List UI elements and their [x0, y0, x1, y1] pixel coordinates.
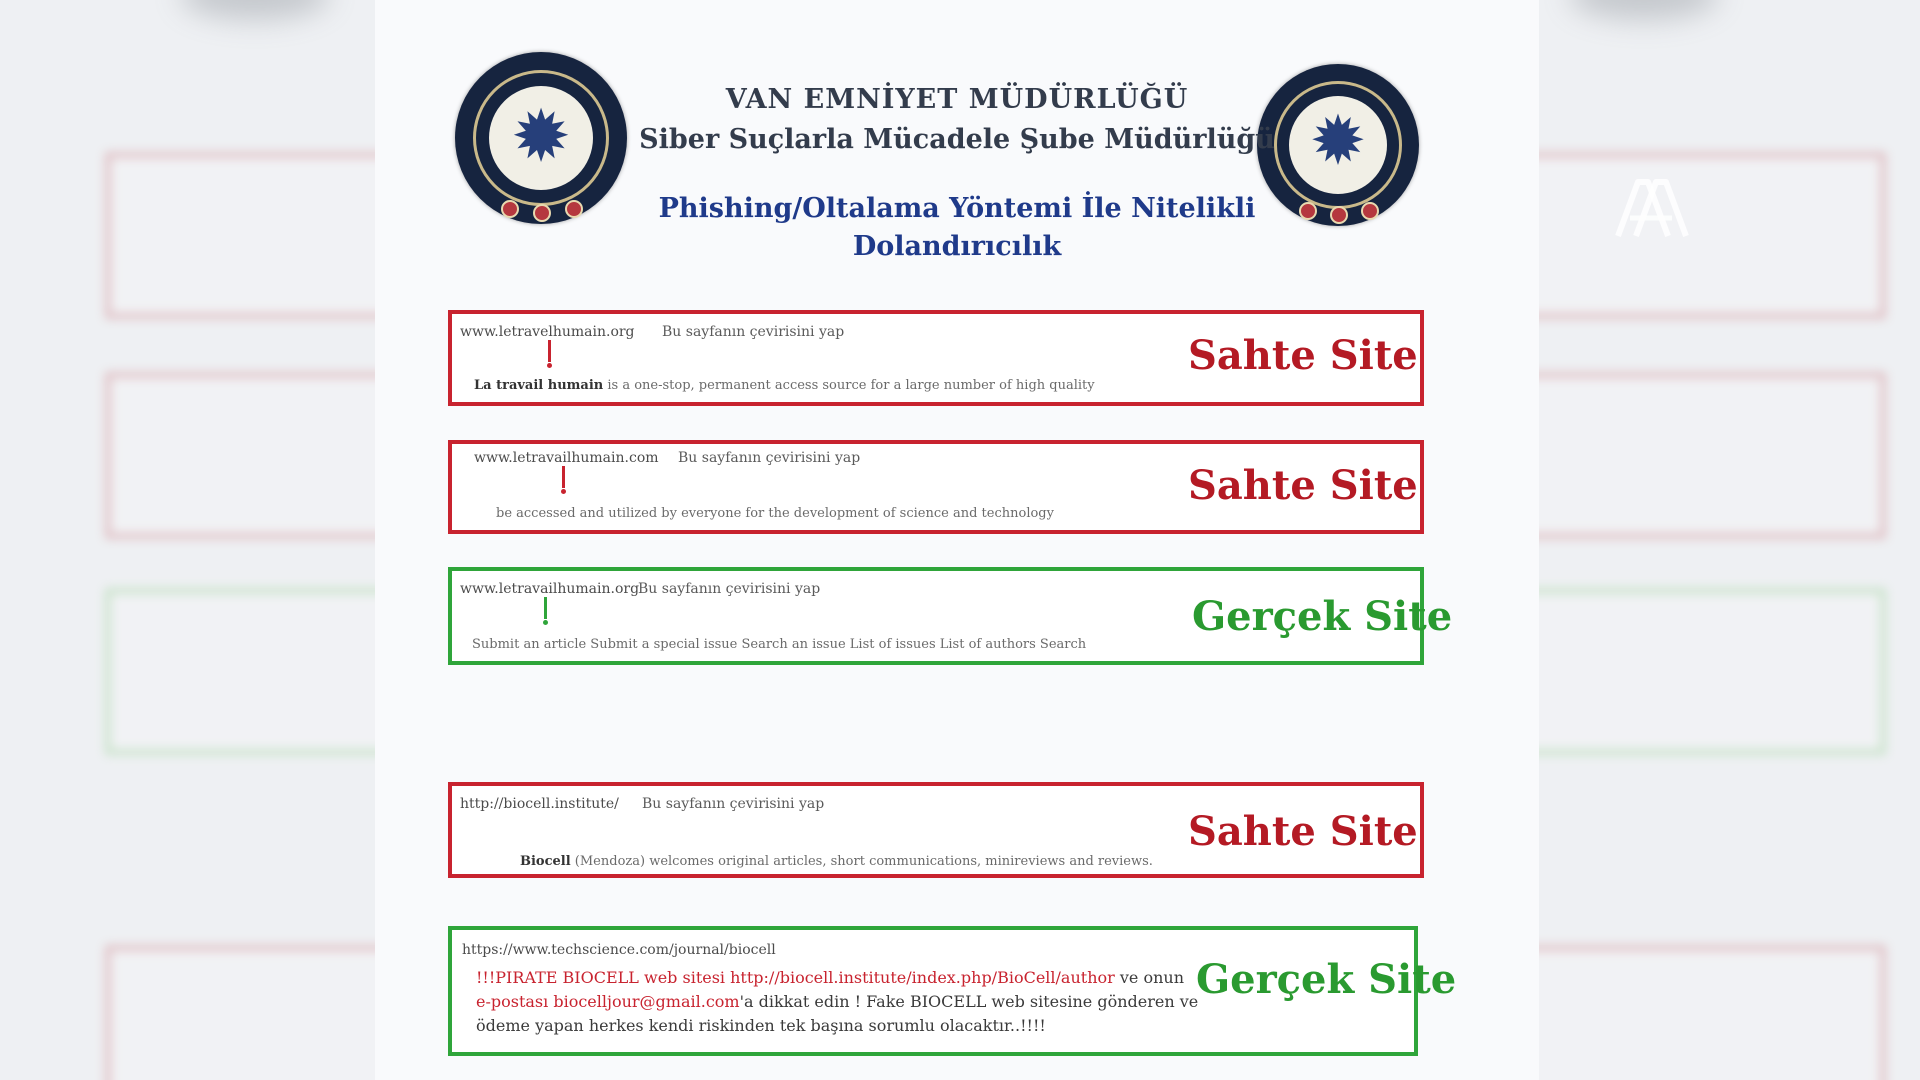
- real-site-example-1: [448, 567, 1453, 665]
- blurred-background-right: [1539, 0, 1920, 1080]
- aa-watermark-logo-icon: [1612, 174, 1692, 240]
- translate-link: Bu sayfanın çevirisini yap: [678, 450, 861, 466]
- header-title: VAN EMNİYET MÜDÜRLÜĞÜ: [725, 84, 1189, 115]
- real-site-example-2: [448, 926, 1457, 1056]
- search-result-url: www.letravailhumain.com: [474, 450, 659, 466]
- header-subtitle: Siber Suçlarla Mücadele Şube Müdürlüğü: [639, 124, 1275, 155]
- fake-site-label: Sahte Site: [1188, 462, 1418, 509]
- highlight-marker: [544, 597, 547, 619]
- search-result-snippet: be accessed and utilized by everyone for the development of science and technology: [496, 506, 1054, 521]
- search-result-url: http://biocell.institute/: [460, 796, 619, 812]
- search-result-url: www.letravailhumain.org: [460, 581, 640, 597]
- police-seal-right-icon: ✹: [1257, 64, 1419, 226]
- announcement-document: [375, 0, 1539, 1080]
- search-result-snippet: La travail humain is a one-stop, permanent access source for a large number of high quality: [474, 378, 1095, 393]
- translate-link: Bu sayfanın çevirisini yap: [642, 796, 825, 812]
- document-title-line2: Dolandırıcılık: [852, 231, 1062, 262]
- fake-site-example-2: [448, 440, 1424, 534]
- fake-site-example-1: [448, 310, 1424, 406]
- highlight-marker: [562, 466, 565, 488]
- real-site-label: Gerçek Site: [1196, 956, 1457, 1003]
- pirate-site-warning: !!!PIRATE BIOCELL web sitesi http://biocell.institute/index.php/BioCell/author ve onun e-postası biocelljour@gmail.com'a dikkat edin ! Fake BIOCELL web sitesine gönderen ve ödeme yapan herkes kendi riskinden tek başına sorumlu olacaktır..!!!!: [476, 968, 1199, 1035]
- document-title-line1: Phishing/Oltalama Yöntemi İle Nitelikli: [658, 193, 1256, 224]
- fake-site-label: Sahte Site: [1188, 808, 1418, 855]
- search-result-url: www.letravelhumain.org: [460, 324, 635, 340]
- translate-link: Bu sayfanın çevirisini yap: [662, 324, 845, 340]
- search-result-url: https://www.techscience.com/journal/biocell: [462, 942, 776, 958]
- blurred-background-left: [0, 0, 375, 1080]
- highlight-marker: [548, 340, 551, 362]
- fake-site-label: Sahte Site: [1188, 332, 1418, 379]
- search-result-snippet: Submit an article Submit a special issue Search an issue List of issues List of authors Search: [472, 637, 1087, 652]
- police-seal-left-icon: ✹: [455, 52, 627, 224]
- fake-site-example-3: [448, 782, 1424, 878]
- translate-link: Bu sayfanın çevirisini yap: [638, 581, 821, 597]
- real-site-label: Gerçek Site: [1192, 593, 1453, 640]
- search-result-snippet: Biocell (Mendoza) welcomes original articles, short communications, minireviews and reviews.: [520, 854, 1153, 869]
